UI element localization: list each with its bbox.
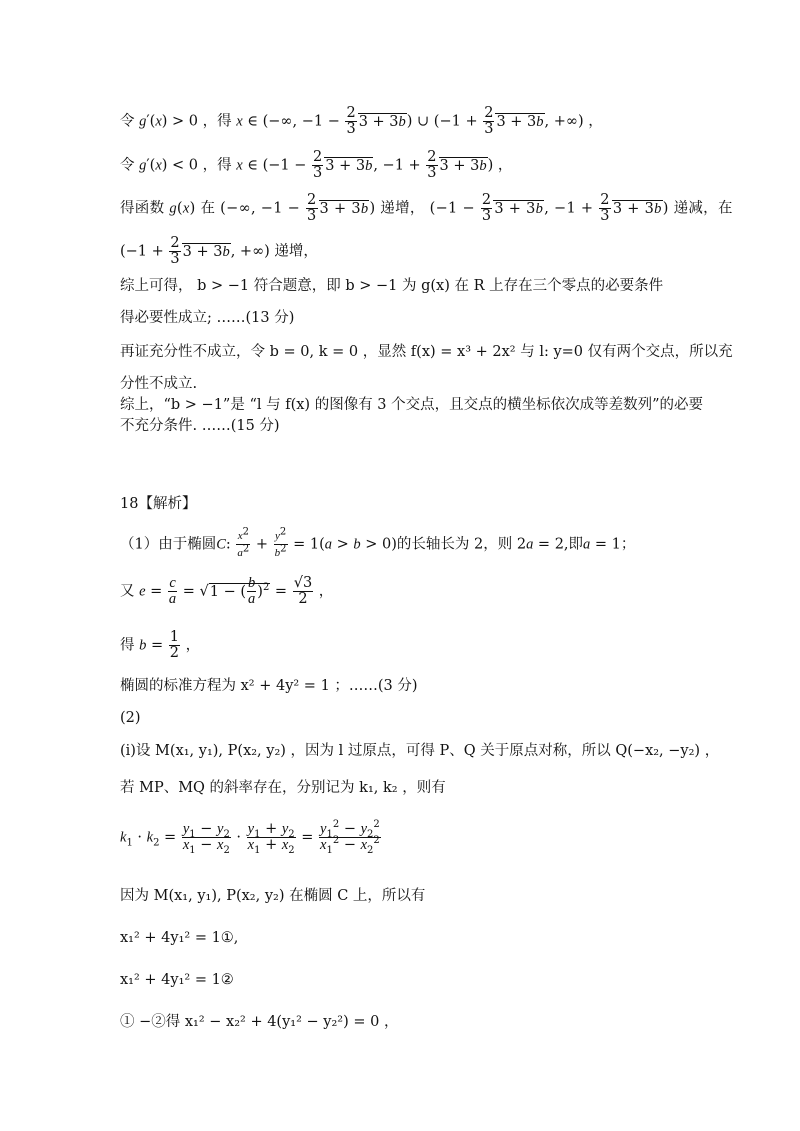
line-5: 综上可得， b > −1 符合题意，即 b > −1 为 g(x) 在 R 上存在三个零点的必要条件	[120, 278, 664, 294]
line-14: 得 b = $\frac{1}{2}$ ，	[120, 629, 201, 661]
line-6: 得必要性成立; ……(13 分)	[120, 310, 295, 326]
line-16: (2)	[120, 710, 141, 726]
line-3: 得函数 g(x) 在 (−∞, −1 − $\frac{2}{3}$ 3 + 3b) 递增， (−1 − $\frac{2}{3}$ 3 + 3b, −1 + $\frac{2}{3}$ 3 + 3b) 递减，在	[120, 192, 733, 224]
line-20: 因为 M(x₁, y₁), P(x₂, y₂) 在椭圆 C 上，所以有	[120, 888, 426, 904]
line-19: $k_1 \cdot k_2$ = $\frac{y_1 - y_2}{x_1 - x_2}$ · $\frac{y_1 + y_2}{x_1 + x_2}$ = $\frac{y_1^2 - y_2^2}{x_1^2 - x_2^2}$	[120, 819, 380, 856]
section-heading: 18【解析】	[120, 496, 197, 512]
line-15: 椭圆的标准方程为 x² + 4y² = 1 ；……(3 分)	[120, 678, 418, 694]
line-23: ① −②得 x₁² − x₂² + 4(y₁² − y₂²) = 0 ，	[120, 1014, 399, 1030]
line-12: （1）由于椭圆C: $\frac{x^2}{a^2}$ + $\frac{y^2}{b^2}$ = 1(a > b > 0)的长轴长为 2，则 2a = 2,即a = 1；	[120, 526, 636, 559]
equation-2: x₁² + 4y₁² = 1②	[120, 972, 234, 988]
line-9: 综上，“b > −1”是 “l 与 f(x) 的图像有 3 个交点，且交点的横坐标依次成等差数列”的必要	[120, 397, 704, 413]
line-2: 令 g′(x) < 0 ，得 x ∈ (−1 − $\frac{2}{3}$ 3 + 3b, −1 + $\frac{2}{3}$ 3 + 3b) ，	[120, 149, 513, 181]
line-17: (i)设 M(x₁, y₁), P(x₂, y₂) ，因为 l 过原点，可得 P、Q 关于原点对称，所以 Q(−x₂, −y₂) ，	[120, 743, 720, 759]
line-8: 分性不成立.	[120, 376, 198, 392]
line-4: (−1 + $\frac{2}{3}$ 3 + 3b, +∞) 递增，	[120, 235, 318, 267]
line-1: 令 g′(x) > 0 ，得 x ∈ (−∞, −1 − $\frac{2}{3}$ 3 + 3b) ∪ (−1 + $\frac{2}{3}$ 3 + 3b, +∞) ，	[120, 105, 603, 137]
line-10: 不充分条件. ……(15 分)	[120, 418, 280, 434]
equation-1: x₁² + 4y₁² = 1①,	[120, 930, 239, 946]
line-18: 若 MP、MQ 的斜率存在，分别记为 k₁, k₂ ，则有	[120, 780, 446, 796]
line-13: 又 e = $\frac{c}{a}$ = √1 − ( $\frac{b}{a}$ )$^2$ = $\frac{√3}{2}$ ，	[120, 575, 334, 607]
line-7: 再证充分性不成立，令 b = 0, k = 0 ，显然 f(x) = x³ + 2x² 与 l: y=0 仅有两个交点，所以充	[120, 344, 733, 360]
